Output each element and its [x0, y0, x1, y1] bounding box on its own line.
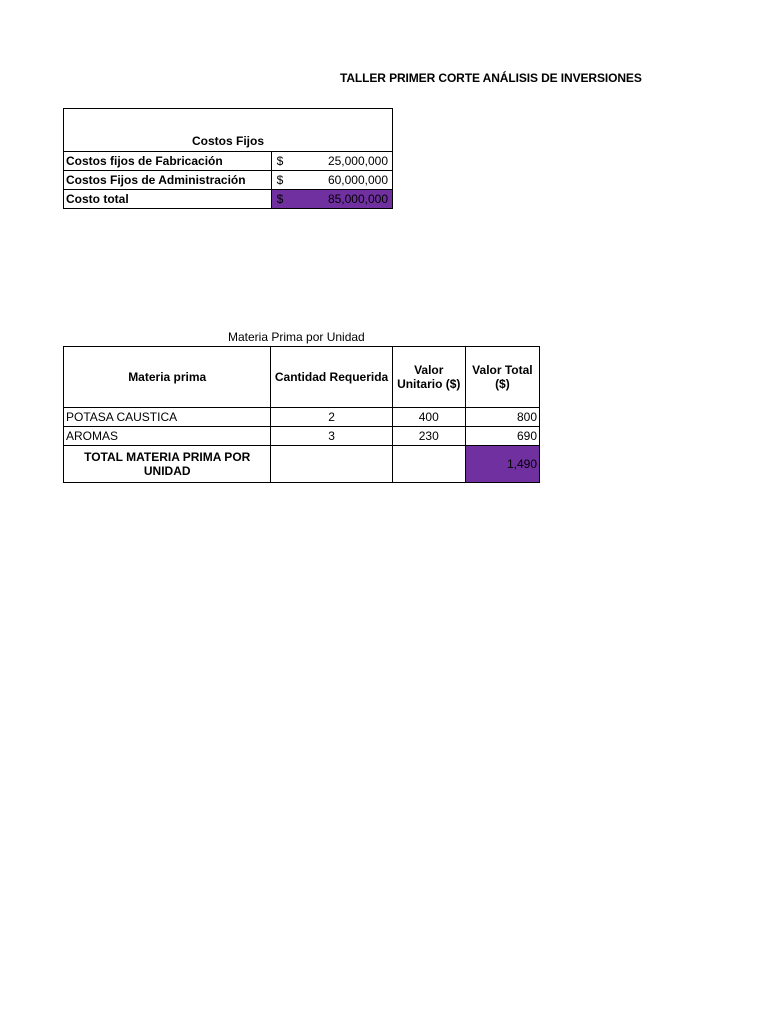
header-cantidad: Cantidad Requerida	[271, 347, 392, 408]
row-amount-highlighted	[271, 190, 392, 209]
currency-symbol: $	[276, 192, 284, 206]
row-label: Costo total	[64, 190, 272, 209]
header-materia: Materia prima	[64, 347, 271, 408]
amount-value: 60,000,000	[327, 173, 388, 187]
total-value-highlighted: 1,490	[465, 446, 539, 483]
row-label: Costos fijos de Fabricación	[64, 152, 272, 171]
cell-cantidad: 3	[271, 427, 392, 446]
cell-valor-unitario: 230	[392, 427, 465, 446]
row-amount	[271, 152, 392, 171]
table-row	[64, 408, 540, 427]
materia-prima-caption: Materia Prima por Unidad	[228, 330, 365, 344]
header-valor-total: Valor Total ($)	[465, 347, 539, 408]
costos-fijos-table	[63, 108, 393, 209]
cell-name: POTASA CAUSTICA	[64, 408, 271, 427]
amount-value: 85,000,000	[327, 192, 388, 206]
currency-symbol: $	[276, 154, 284, 168]
table-row-total	[64, 446, 540, 483]
empty-cell	[392, 446, 465, 483]
amount-value: 25,000,000	[327, 154, 388, 168]
row-label: Costos Fijos de Administración	[64, 171, 272, 190]
total-label: TOTAL MATERIA PRIMA POR UNIDAD	[64, 446, 271, 483]
row-amount	[271, 171, 392, 190]
table-row	[64, 152, 393, 171]
table-row	[64, 171, 393, 190]
cell-valor-total: 690	[465, 427, 539, 446]
table-row	[64, 427, 540, 446]
cell-valor-unitario: 400	[392, 408, 465, 427]
cell-name: AROMAS	[64, 427, 271, 446]
header-valor-unitario: Valor Unitario ($)	[392, 347, 465, 408]
currency-symbol: $	[276, 173, 284, 187]
empty-cell	[271, 446, 392, 483]
materia-prima-table	[63, 346, 540, 483]
table-row-total	[64, 190, 393, 209]
document-title: TALLER PRIMER CORTE ANÁLISIS DE INVERSIONES	[340, 71, 642, 85]
costos-fijos-header: Costos Fijos	[64, 109, 393, 152]
cell-valor-total: 800	[465, 408, 539, 427]
cell-cantidad: 2	[271, 408, 392, 427]
